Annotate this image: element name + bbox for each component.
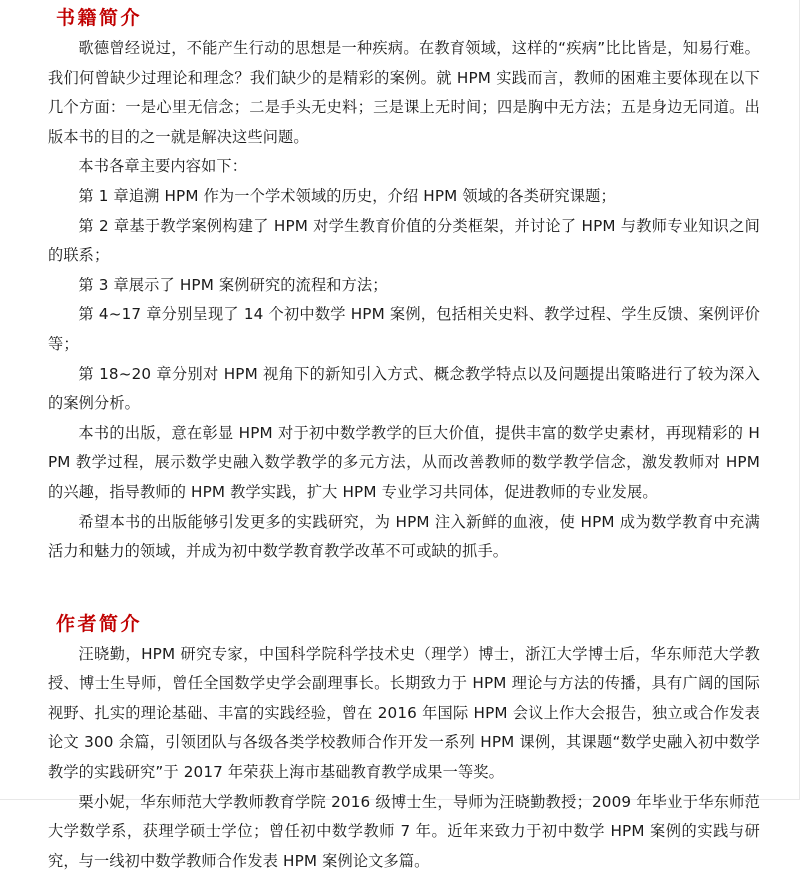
paragraph: 本书的出版，意在彰显 HPM 对于初中数学教学的巨大价值，提供丰富的数学史素材，再现精彩的 HPM 教学过程，展示数学史融入数学教学的多元方法，从而改善教师的数学教学信念，激发教师对 HPM 的兴趣，指导教师的 HPM 教学实践，扩大 HPM 专业学习共同体，促进教师的专业发展。: [48, 423, 760, 501]
paragraph: 第 1 章追溯 HPM 作为一个学术领域的历史，介绍 HPM 领域的各类研究课题；: [78, 186, 616, 205]
section-body-author-intro: [48, 640, 760, 876]
paragraph: 第 18~20 章分别对 HPM 视角下的新知引入方式、概念教学特点以及问题提出策略进行了较为深入的案例分析。: [48, 364, 760, 413]
paragraph: 歌德曾经说过，不能产生行动的思想是一种疾病。在教育领域，这样的“疾病”比比皆是，知易行难。我们何曾缺少过理论和理念？我们缺少的是精彩的案例。就 HPM 实践而言，教师的困难主要体现在以下几个方面：一是心里无信念；二是手头无史料；三是课上无时间；四是胸中无方法；五是身边无同道。出版本书的目的之一就是解决这些问题。: [48, 39, 760, 146]
paragraph: 第 4~17 章分别呈现了 14 个初中数学 HPM 案例，包括相关史料、教学过程、学生反馈、案例评价等；: [48, 305, 760, 353]
section-body-book-intro: [48, 34, 760, 567]
section-heading-author-intro: 作者简介: [56, 612, 143, 635]
paragraph: 第 2 章基于教学案例构建了 HPM 对学生教育价值的分类框架，并讨论了 HPM 与教师专业知识之间的联系；: [48, 216, 760, 265]
section-heading-book-intro: 书籍简介: [56, 7, 143, 29]
paragraph: 本书各章主要内容如下：: [78, 157, 248, 176]
paragraph: 希望本书的出版能够引发更多的实践研究，为 HPM 注入新鲜的血液，使 HPM 成为数学教育中充满活力和魅力的领域，并成为初中数学教育教学改革不可或缺的抓手。: [48, 512, 760, 561]
paragraph: 汪晓勤，HPM 研究专家，中国科学院科学技术史（理学）博士，浙江大学博士后，华东师范大学教授、博士生导师，曾任全国数学史学会副理事长。长期致力于 HPM 理论与方法的传播，具有广阔的国际视野、扎实的理论基础、丰富的实践经验，曾在 2016 年国际 HPM 会议上作大会报告，独立或合作发表论文 300 余篇，引领团队与各级各类学校教师合作开发一系列 HPM 课例，其课题“数学史融入初中数学教学的实践研究”于 2017 年荣获上海市基础教育教学成果一等奖。: [48, 644, 760, 782]
document-content: [48, 4, 760, 876]
section-spacer: [48, 567, 760, 577]
paragraph: 栗小妮，华东师范大学教师教育学院 2016 级博士生，导师为汪晓勤教授；2009 年毕业于华东师范大学数学系，获理学硕士学位；曾任初中数学教师 7 年。近年来致力于初中数学 HPM 案例的实践与研究，与一线初中数学教师合作发表 HPM 案例论文多篇。: [48, 792, 760, 870]
paragraph: 第 3 章展示了 HPM 案例研究的流程和方法；: [78, 275, 388, 294]
